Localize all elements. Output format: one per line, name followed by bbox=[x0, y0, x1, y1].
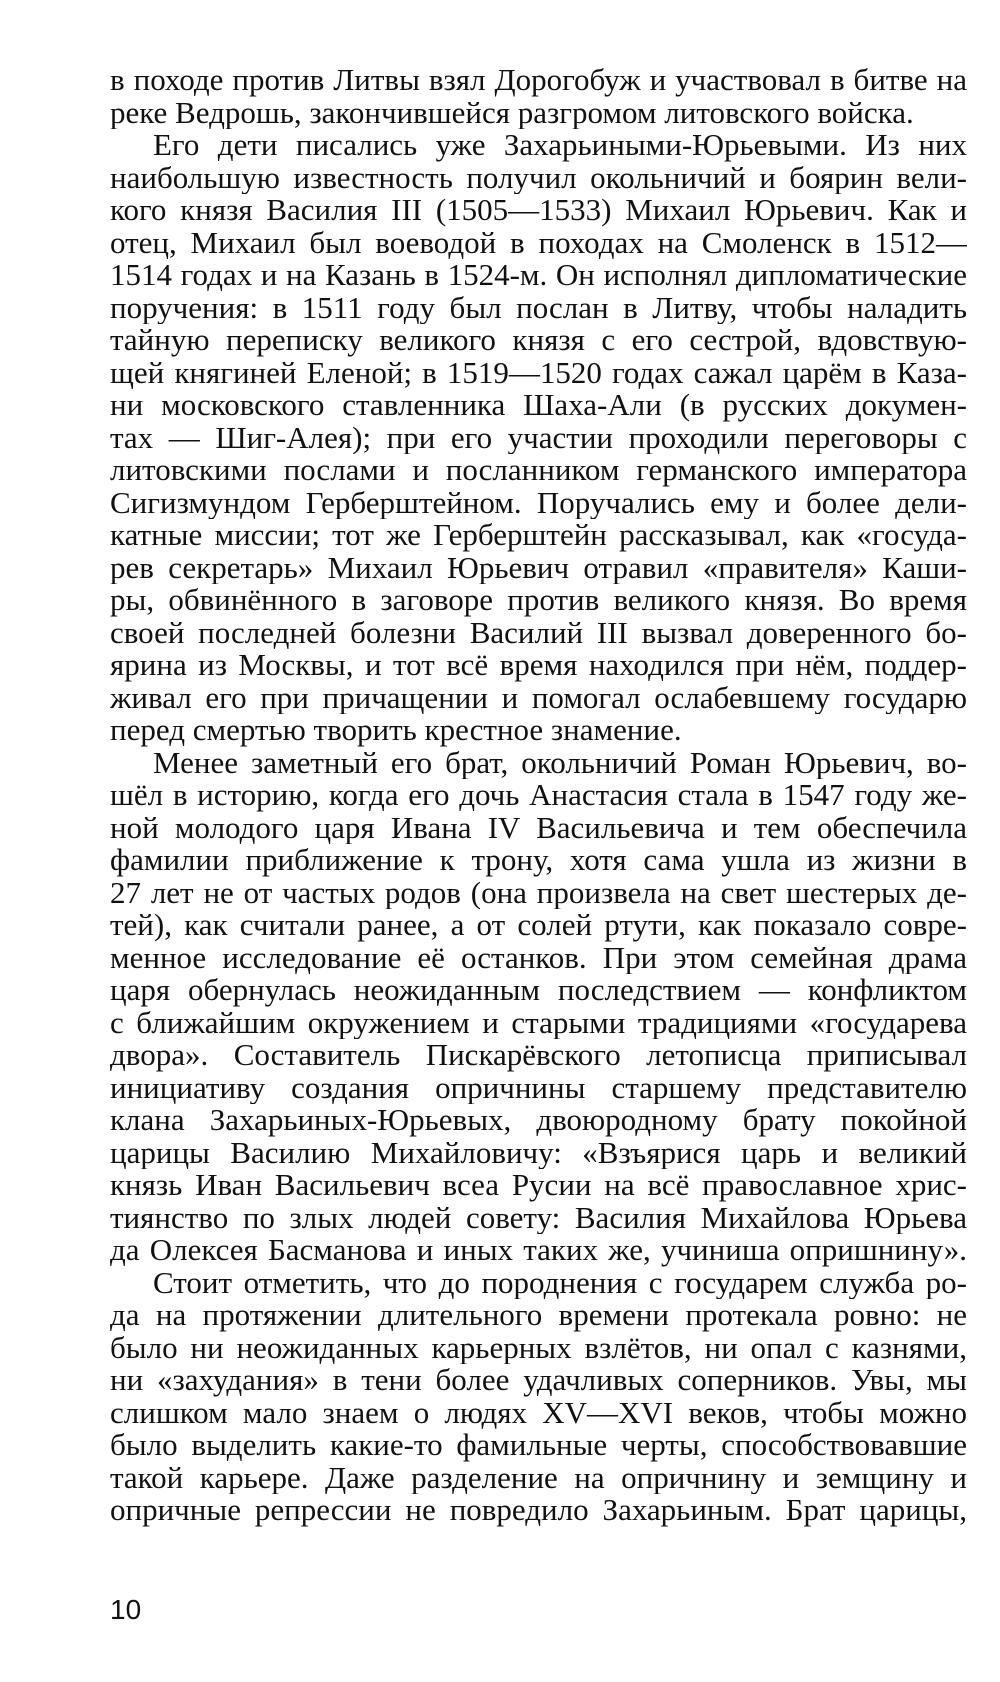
text-line: Сигизмундом Герберштейном. Поручались ему и более дели- bbox=[110, 486, 967, 519]
text-line: такой карьере. Даже разделение на опричнину и земщину и bbox=[110, 1461, 967, 1494]
body-text bbox=[110, 64, 967, 1527]
text-line: перед смертью творить крестное знамение. bbox=[110, 714, 682, 747]
text-line: слишком мало знаем о людях XV—XVI веков, чтобы можно bbox=[110, 1396, 967, 1429]
paragraph-1 bbox=[110, 64, 967, 129]
text-line: инициативу создания опричнины старшему представителю bbox=[110, 1071, 967, 1104]
text-line: князь Иван Васильевич всеа Русии на всё православное хрис- bbox=[110, 1169, 967, 1202]
paragraph-4 bbox=[110, 1267, 967, 1527]
text-line: опричные репрессии не повредило Захарьиным. Брат царицы, bbox=[110, 1494, 967, 1527]
text-line: 27 лет не от частых родов (она произвела на свет шестерых де- bbox=[110, 876, 967, 909]
text-line: щей княгиней Еленой; в 1519—1520 годах сажал царём в Каза- bbox=[110, 356, 967, 389]
text-line: Стоит отметить, что до породнения с государем служба ро- bbox=[153, 1266, 967, 1299]
text-line: в походе против Литвы взял Дорогобуж и участвовал в битве на bbox=[110, 64, 967, 97]
text-line: двора». Составитель Пискарёвского летописца приписывал bbox=[110, 1039, 967, 1072]
text-line: поручения: в 1511 году был послан в Литву, чтобы наладить bbox=[110, 291, 967, 324]
paragraph-2 bbox=[110, 129, 967, 747]
text-line: Его дети писались уже Захарьиными-Юрьевыми. Из них bbox=[153, 129, 967, 162]
text-line: клана Захарьиных-Юрьевых, двоюродному брату покойной bbox=[110, 1104, 967, 1137]
text-line: тайную переписку великого князя с его сестрой, вдовствую- bbox=[110, 324, 967, 357]
text-line: живал его при причащении и помогал ослабевшему государю bbox=[110, 681, 967, 714]
text-line: да Олексея Басманова и иных таких же, учиниша опришнину». bbox=[110, 1234, 967, 1267]
text-line: было выделить какие-то фамильные черты, способствовавшие bbox=[110, 1429, 967, 1462]
text-line: ярина из Москвы, и тот всё время находился при нём, поддер- bbox=[110, 649, 967, 682]
text-line: было ни неожиданных карьерных взлётов, ни опал с казнями, bbox=[110, 1331, 967, 1364]
page-number: 10 bbox=[110, 1594, 142, 1625]
text-line: рев секретарь» Михаил Юрьевич отравил «правителя» Каши- bbox=[110, 551, 967, 584]
text-line: тей), как считали ранее, а от солей ртути, как показало совре- bbox=[110, 909, 967, 942]
paragraph-3 bbox=[110, 747, 967, 1267]
text-line: фамилии приближение к трону, хотя сама ушла из жизни в bbox=[110, 844, 967, 877]
text-line: ной молодого царя Ивана IV Васильевича и тем обеспечила bbox=[110, 811, 967, 844]
text-line: тиянство по злых людей совету: Василия Михайлова Юрьева bbox=[110, 1201, 967, 1234]
text-line: шёл в историю, когда его дочь Анастасия стала в 1547 году же- bbox=[110, 779, 967, 812]
text-line: Менее заметный его брат, окольничий Роман Юрьевич, во- bbox=[153, 746, 967, 779]
text-line: ни московского ставленника Шаха-Али (в русских докумен- bbox=[110, 389, 967, 422]
text-line: литовскими послами и посланником германского императора bbox=[110, 454, 967, 487]
text-line: да на протяжении длительного времени протекала ровно: не bbox=[110, 1299, 967, 1332]
text-line: своей последней болезни Василий III вызвал доверенного бо- bbox=[110, 616, 967, 649]
text-line: тах — Шиг-Алея); при его участии проходили переговоры с bbox=[110, 421, 967, 454]
text-line: ни «захудания» в тени более удачливых соперников. Увы, мы bbox=[110, 1364, 967, 1397]
text-line: с ближайшим окружением и старыми традициями «государева bbox=[110, 1006, 967, 1039]
text-line: катные миссии; тот же Герберштейн рассказывал, как «госуда- bbox=[110, 519, 967, 552]
text-line: реке Ведрошь, закончившейся разгромом литовского войска. bbox=[110, 96, 914, 129]
text-line: менное исследование её останков. При этом семейная драма bbox=[110, 941, 967, 974]
text-line: кого князя Василия III (1505—1533) Михаил Юрьевич. Как и bbox=[110, 194, 967, 227]
text-line: царицы Василию Михайловичу: «Взъярися царь и великий bbox=[110, 1136, 967, 1169]
text-line: 1514 годах и на Казань в 1524-м. Он исполнял дипломатические bbox=[110, 259, 967, 292]
text-line: ры, обвинённого в заговоре против великого князя. Во время bbox=[110, 584, 967, 617]
text-line: царя обернулась неожиданным последствием — конфликтом bbox=[110, 974, 967, 1007]
text-line: отец, Михаил был воеводой в походах на Смоленск в 1512— bbox=[110, 226, 967, 259]
text-line: наибольшую известность получил окольничий и боярин вели- bbox=[110, 161, 967, 194]
